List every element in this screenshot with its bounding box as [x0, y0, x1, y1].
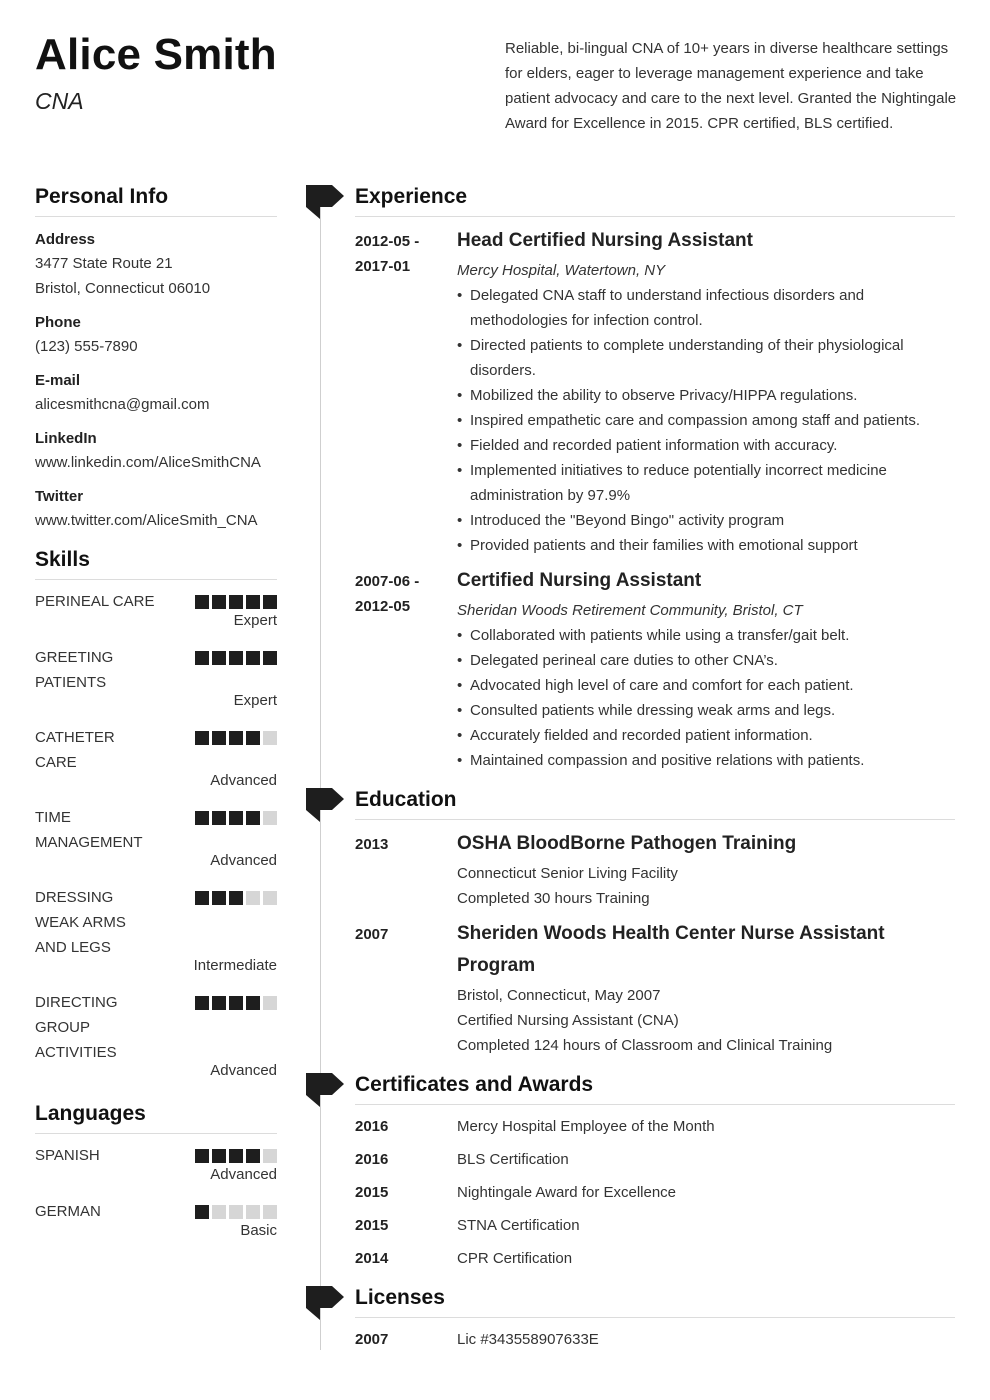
- job-date-end: 2017-01: [355, 258, 411, 275]
- licenses-heading: Licenses: [355, 1286, 955, 1318]
- skill-level: Expert: [233, 612, 277, 629]
- skill-name: [35, 885, 185, 960]
- skill-level: Advanced: [210, 772, 277, 789]
- job-title: Head Certified Nursing Assistant: [457, 230, 753, 251]
- skill-rating: [195, 731, 277, 745]
- skill-rating: [195, 996, 277, 1010]
- job-date-start: 2012-05 -: [355, 233, 420, 250]
- job-employer: Mercy Hospital, Watertown, NY: [457, 262, 666, 279]
- rating-dot-filled: [195, 891, 209, 905]
- rating-dot-filled: [195, 996, 209, 1010]
- rating-dot-empty: [246, 891, 260, 905]
- certificate-name: CPR Certification: [457, 1250, 573, 1267]
- email-label: E-mail: [35, 372, 81, 389]
- languages-heading: Languages: [35, 1102, 277, 1134]
- skill-name-line: CATHETER: [35, 729, 115, 746]
- job-bullet: • Inspired empathetic care and compassion among staff and patients.: [457, 408, 957, 433]
- skill-level: Intermediate: [193, 957, 277, 974]
- skill-name-line: ACTIVITIES: [35, 1044, 117, 1061]
- rating-dot-filled: [246, 1149, 260, 1163]
- skill-name-line: TIME: [35, 809, 71, 826]
- education-heading: Education: [355, 788, 955, 820]
- certificate-year: 2015: [355, 1184, 389, 1201]
- skill-level: Advanced: [210, 852, 277, 869]
- experience-heading: Experience: [355, 185, 955, 217]
- rating-dot-filled: [263, 595, 277, 609]
- twitter-label: Twitter: [35, 488, 84, 505]
- rating-dot-filled: [212, 651, 226, 665]
- address-line-2: Bristol, Connecticut 06010: [35, 280, 211, 297]
- address-label: Address: [35, 231, 96, 248]
- skill-name: [35, 589, 185, 614]
- license-number: Lic #343558907633E: [457, 1331, 599, 1348]
- education-detail: Certified Nursing Assistant (CNA): [457, 1012, 679, 1029]
- rating-dot-filled: [212, 996, 226, 1010]
- skill-name: [35, 805, 185, 855]
- skill-name-line: CARE: [35, 754, 77, 771]
- job-date-end: 2012-05: [355, 598, 411, 615]
- rating-dot-filled: [195, 811, 209, 825]
- rating-dot-filled: [246, 595, 260, 609]
- job-date-start: 2007-06 -: [355, 573, 420, 590]
- rating-dot-filled: [195, 595, 209, 609]
- job-bullet: • Directed patients to complete understanding of their physiological disorders.: [457, 333, 957, 383]
- rating-dot-filled: [195, 731, 209, 745]
- rating-dot-filled: [263, 651, 277, 665]
- rating-dot-filled: [212, 731, 226, 745]
- rating-dot-filled: [246, 651, 260, 665]
- personal-info-heading: Personal Info: [35, 185, 277, 217]
- candidate-title: CNA: [35, 88, 84, 114]
- rating-dot-empty: [263, 811, 277, 825]
- rating-dot-empty: [263, 891, 277, 905]
- job-bullet: • Advocated high level of care and comfort for each patient.: [457, 673, 957, 698]
- address-line-1: 3477 State Route 21: [35, 255, 173, 272]
- language-rating: [195, 1205, 277, 1219]
- rating-dot-filled: [195, 1205, 209, 1219]
- skill-name-line: AND LEGS: [35, 939, 111, 956]
- skill-rating: [195, 651, 277, 665]
- certificate-name: Nightingale Award for Excellence: [457, 1184, 677, 1201]
- language-rating: [195, 1149, 277, 1163]
- certificate-name: BLS Certification: [457, 1151, 569, 1168]
- rating-dot-filled: [212, 1149, 226, 1163]
- job-employer: Sheridan Woods Retirement Community, Bristol, CT: [457, 602, 803, 619]
- rating-dot-filled: [229, 811, 243, 825]
- rating-dot-filled: [229, 595, 243, 609]
- linkedin-label: LinkedIn: [35, 430, 97, 447]
- education-detail: Bristol, Connecticut, May 2007: [457, 987, 661, 1004]
- timeline-line: [320, 195, 321, 1350]
- rating-dot-empty: [263, 996, 277, 1010]
- section-flag-icon: [306, 1286, 344, 1324]
- education-detail: Connecticut Senior Living Facility: [457, 865, 678, 882]
- skill-name-line: MANAGEMENT: [35, 834, 143, 851]
- section-flag-icon: [306, 788, 344, 826]
- job-title: Certified Nursing Assistant: [457, 570, 702, 591]
- certificate-year: 2016: [355, 1151, 389, 1168]
- skill-name-line: WEAK ARMS: [35, 914, 126, 931]
- rating-dot-filled: [195, 651, 209, 665]
- rating-dot-filled: [246, 731, 260, 745]
- rating-dot-empty: [263, 731, 277, 745]
- rating-dot-filled: [212, 595, 226, 609]
- job-bullet: • Maintained compassion and positive relations with patients.: [457, 748, 957, 773]
- rating-dot-empty: [229, 1205, 243, 1219]
- job-bullet: • Implemented initiatives to reduce potentially incorrect medicine administration by 97.9%: [457, 458, 957, 508]
- phone-value: (123) 555-7890: [35, 338, 138, 355]
- rating-dot-empty: [263, 1205, 277, 1219]
- education-year: 2007: [355, 926, 389, 943]
- skill-rating: [195, 595, 277, 609]
- skill-name: [35, 645, 185, 695]
- skill-name-line: DRESSING: [35, 889, 114, 906]
- profile-summary: Reliable, bi-lingual CNA of 10+ years in diverse healthcare settings for elders, eager to leverage management experience and take patient advocacy and care to the next level. Granted the Nightingale Award for Excellence in 2015. CPR certified, BLS certified.: [505, 40, 957, 132]
- job-bullet: • Introduced the "Beyond Bingo" activity program: [457, 508, 957, 533]
- rating-dot-filled: [246, 811, 260, 825]
- job-bullet: • Provided patients and their families with emotional support: [457, 533, 957, 558]
- job-bullets: [457, 283, 957, 558]
- education-year: 2013: [355, 836, 389, 853]
- job-bullet: • Collaborated with patients while using a transfer/gait belt.: [457, 623, 957, 648]
- section-flag-icon: [306, 185, 344, 223]
- skill-name-line: PERINEAL CARE: [35, 593, 155, 610]
- rating-dot-filled: [229, 891, 243, 905]
- education-detail: Completed 30 hours Training: [457, 890, 650, 907]
- education-title: OSHA BloodBorne Pathogen Training: [457, 833, 797, 854]
- rating-dot-filled: [212, 891, 226, 905]
- rating-dot-filled: [229, 731, 243, 745]
- skill-name: [35, 725, 185, 775]
- language-level: Advanced: [210, 1166, 277, 1183]
- language-name: SPANISH: [35, 1147, 100, 1164]
- email-value[interactable]: alicesmithcna@gmail.com: [35, 396, 210, 413]
- certificate-year: 2014: [355, 1250, 389, 1267]
- skill-name-line: DIRECTING: [35, 994, 118, 1011]
- skill-name-line: PATIENTS: [35, 674, 107, 691]
- rating-dot-filled: [229, 996, 243, 1010]
- skill-level: Advanced: [210, 1062, 277, 1079]
- skill-rating: [195, 891, 277, 905]
- certificate-year: 2015: [355, 1217, 389, 1234]
- certificates-heading: Certificates and Awards: [355, 1073, 955, 1105]
- certificate-name: STNA Certification: [457, 1217, 580, 1234]
- rating-dot-filled: [195, 1149, 209, 1163]
- job-bullet: • Mobilized the ability to observe Privacy/HIPPA regulations.: [457, 383, 957, 408]
- candidate-name: Alice Smith: [35, 30, 277, 79]
- rating-dot-empty: [246, 1205, 260, 1219]
- job-bullet: • Consulted patients while dressing weak arms and legs.: [457, 698, 957, 723]
- phone-label: Phone: [35, 314, 81, 331]
- skills-heading: Skills: [35, 548, 277, 580]
- job-bullet: • Fielded and recorded patient information with accuracy.: [457, 433, 957, 458]
- job-bullet: • Delegated perineal care duties to other CNA’s.: [457, 648, 957, 673]
- job-bullet: • Accurately fielded and recorded patient information.: [457, 723, 957, 748]
- rating-dot-filled: [212, 811, 226, 825]
- job-bullet: • Delegated CNA staff to understand infectious disorders and methodologies for infection control.: [457, 283, 957, 333]
- skill-name: [35, 990, 185, 1065]
- rating-dot-empty: [263, 1149, 277, 1163]
- education-detail: Completed 124 hours of Classroom and Clinical Training: [457, 1037, 833, 1054]
- rating-dot-filled: [229, 651, 243, 665]
- language-level: Basic: [240, 1222, 277, 1239]
- section-flag-icon: [306, 1073, 344, 1111]
- rating-dot-filled: [229, 1149, 243, 1163]
- skill-rating: [195, 811, 277, 825]
- skill-level: Expert: [233, 692, 277, 709]
- certificate-name: Mercy Hospital Employee of the Month: [457, 1118, 715, 1135]
- skill-name-line: GREETING: [35, 649, 114, 666]
- education-title: Sheriden Woods Health Center Nurse Assistant Program: [457, 923, 885, 976]
- twitter-value[interactable]: www.twitter.com/AliceSmith_CNA: [35, 512, 258, 529]
- rating-dot-filled: [246, 996, 260, 1010]
- language-name: GERMAN: [35, 1203, 101, 1220]
- linkedin-value[interactable]: www.linkedin.com/AliceSmithCNA: [35, 454, 261, 471]
- rating-dot-empty: [212, 1205, 226, 1219]
- certificate-year: 2016: [355, 1118, 389, 1135]
- job-bullets: [457, 623, 957, 773]
- skill-name-line: GROUP: [35, 1019, 91, 1036]
- license-year: 2007: [355, 1331, 389, 1348]
